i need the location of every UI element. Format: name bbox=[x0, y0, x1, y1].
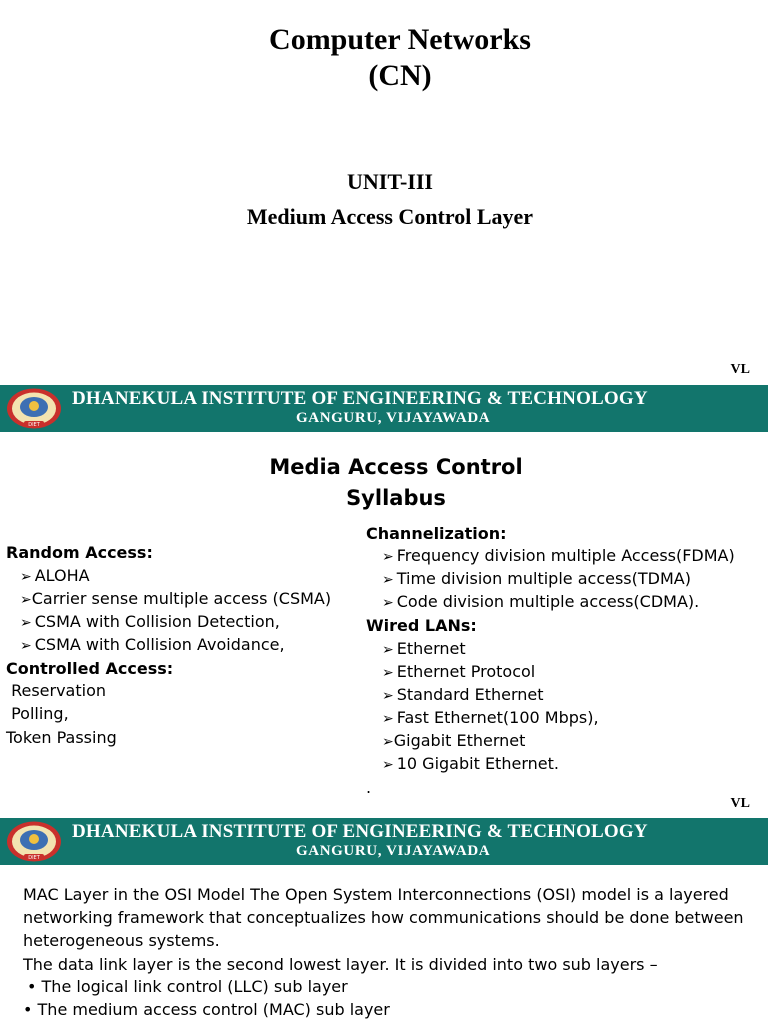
arrow-bullet-icon: ➢ bbox=[382, 595, 394, 611]
list-item: Polling, bbox=[6, 704, 69, 723]
institute-logo-icon bbox=[6, 821, 62, 862]
arrow-bullet-icon: ➢ bbox=[382, 734, 394, 750]
institute-location: GANGURU, VIJAYAWADA bbox=[296, 410, 491, 426]
unit-label: UNIT-III bbox=[346, 169, 433, 194]
list-item: ➢ Fast Ethernet(100 Mbps), bbox=[382, 708, 599, 727]
institute-banner bbox=[0, 818, 768, 865]
arrow-bullet-icon: ➢ bbox=[382, 665, 394, 681]
list-item: ➢ Frequency division multiple Access(FDMA) bbox=[382, 546, 735, 565]
svg-text:DIET: DIET bbox=[28, 422, 40, 428]
arrow-bullet-icon: ➢ bbox=[382, 688, 394, 704]
course-code: (CN) bbox=[368, 59, 432, 92]
arrow-bullet-icon: ➢ bbox=[382, 572, 394, 588]
arrow-bullet-icon: ➢ bbox=[382, 549, 394, 565]
arrow-bullet-icon: ➢ bbox=[382, 642, 394, 658]
bullet-dot-icon: • bbox=[27, 977, 42, 996]
list-item: ➢ ALOHA bbox=[20, 566, 90, 585]
channelization-title: Channelization: bbox=[366, 524, 507, 543]
list-item: ➢ CSMA with Collision Avoidance, bbox=[20, 635, 285, 654]
list-item: Token Passing bbox=[6, 728, 117, 747]
institute-logo-icon bbox=[6, 388, 62, 429]
list-item: ➢ Code division multiple access(CDMA). bbox=[382, 592, 700, 611]
course-title: Computer Networks bbox=[269, 23, 531, 56]
arrow-bullet-icon: ➢ bbox=[382, 711, 394, 727]
paragraph-line: heterogeneous systems. bbox=[23, 931, 220, 950]
paragraph-line: MAC Layer in the OSI Model The Open System Interconnections (OSI) model is a layered bbox=[23, 885, 729, 904]
list-item: ➢ Standard Ethernet bbox=[382, 685, 544, 704]
arrow-bullet-icon: ➢ bbox=[20, 615, 32, 631]
unit-topic: Medium Access Control Layer bbox=[246, 204, 534, 229]
list-item: ➢Gigabit Ethernet bbox=[382, 731, 526, 750]
list-item: ➢ Time division multiple access(TDMA) bbox=[382, 569, 691, 588]
institute-name: DHANEKULA INSTITUTE OF ENGINEERING & TECHNOLOGY bbox=[72, 388, 648, 409]
list-item: ➢ CSMA with Collision Detection, bbox=[20, 612, 280, 631]
list-item: Reservation bbox=[6, 681, 107, 700]
author-mark: VL bbox=[730, 796, 750, 811]
wired-lans-title: Wired LANs: bbox=[366, 616, 477, 635]
svg-text:DIET: DIET bbox=[28, 855, 40, 861]
slide2-heading: Media Access Control bbox=[269, 455, 523, 479]
controlled-access-title: Controlled Access: bbox=[6, 659, 174, 678]
arrow-bullet-icon: ➢ bbox=[20, 592, 32, 608]
bullet-item: • The medium access control (MAC) sub layer bbox=[23, 1000, 390, 1019]
institute-name: DHANEKULA INSTITUTE OF ENGINEERING & TECHNOLOGY bbox=[72, 821, 648, 842]
paragraph-line: networking framework that conceptualizes how communications should be done between bbox=[23, 908, 744, 927]
trailing-dot: . bbox=[366, 778, 372, 797]
list-item: ➢ Ethernet bbox=[382, 639, 466, 658]
bullet-dot-icon: • bbox=[23, 1000, 38, 1019]
list-item: ➢ Ethernet Protocol bbox=[382, 662, 536, 681]
slide2-subheading: Syllabus bbox=[346, 486, 446, 510]
institute-location: GANGURU, VIJAYAWADA bbox=[296, 843, 491, 859]
author-mark: VL bbox=[730, 362, 750, 377]
arrow-bullet-icon: ➢ bbox=[382, 757, 394, 773]
arrow-bullet-icon: ➢ bbox=[20, 638, 32, 654]
list-item: ➢ 10 Gigabit Ethernet. bbox=[382, 754, 559, 773]
arrow-bullet-icon: ➢ bbox=[20, 569, 32, 585]
institute-banner bbox=[0, 385, 768, 432]
bullet-item: • The logical link control (LLC) sub layer bbox=[27, 977, 348, 996]
paragraph-line: The data link layer is the second lowest layer. It is divided into two sub layers – bbox=[23, 955, 658, 974]
random-access-title: Random Access: bbox=[6, 543, 153, 562]
list-item: ➢Carrier sense multiple access (CSMA) bbox=[20, 589, 332, 608]
